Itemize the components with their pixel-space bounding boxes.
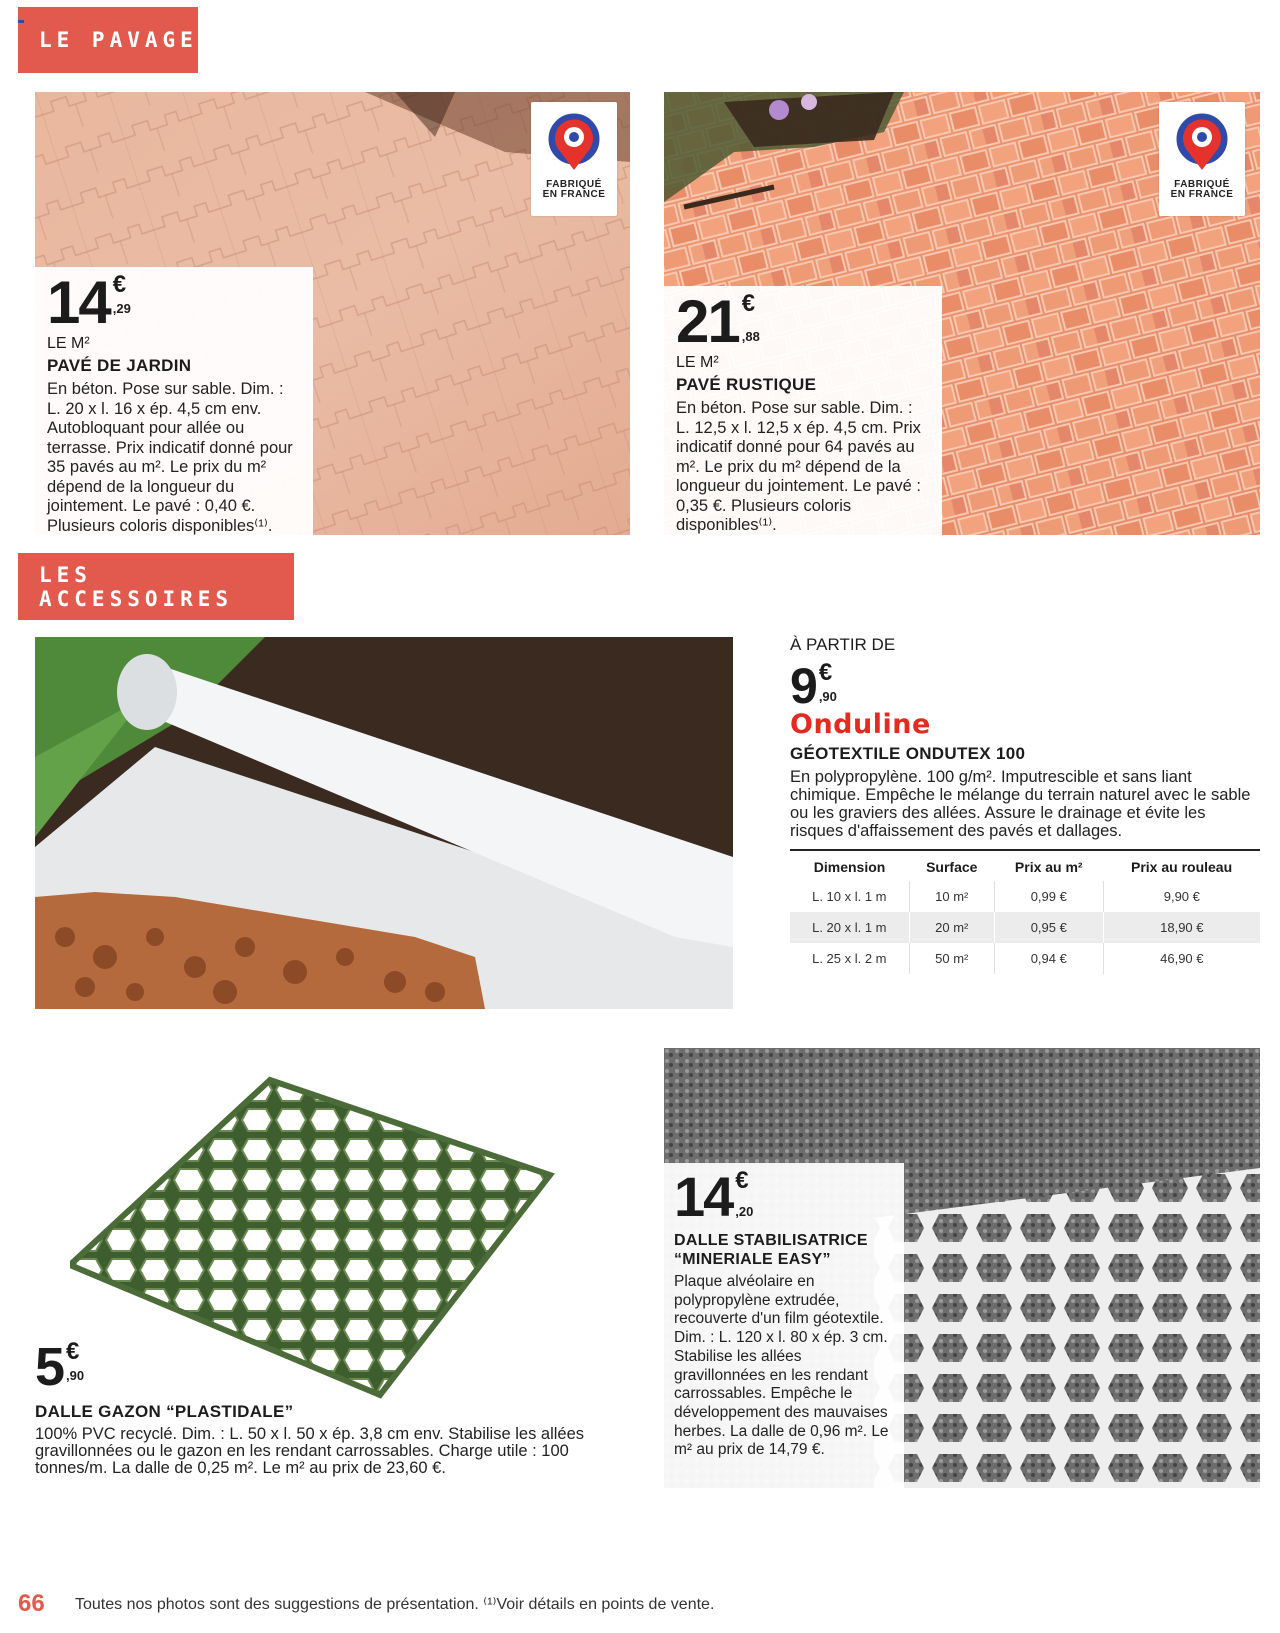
- price-currency: €: [66, 1338, 80, 1365]
- price: [674, 1165, 894, 1228]
- badge-line1: FABRIQUÉ: [546, 179, 602, 190]
- price-unit: LE M²: [676, 354, 719, 371]
- price-cents: ,90: [818, 689, 837, 704]
- table-cell: 10 m²: [909, 881, 994, 912]
- price-integer: 14: [674, 1165, 733, 1228]
- brand-logo: Onduline: [790, 709, 931, 740]
- product-description: En béton. Pose sur sable. Dim. : L. 12,5 x l. 12,5 x ép. 4,5 cm. Prix indicatif donné pour 64 pavés au m². Le prix du m² dépend de la longueur du jointement. Le pavé : 0,35 €. Plusieurs coloris disponibles⁽¹⁾.: [676, 399, 921, 534]
- price: [35, 1337, 635, 1397]
- table-row: [790, 881, 1260, 912]
- price-integer: 21: [676, 288, 739, 355]
- table-row: [790, 912, 1260, 943]
- product-title: PAVÉ DE JARDIN: [47, 356, 192, 375]
- table-cell: L. 20 x l. 1 m: [790, 912, 909, 943]
- price: [790, 658, 1260, 714]
- table-cell: 0,94 €: [994, 943, 1103, 974]
- location-pin-icon: [543, 112, 605, 174]
- price-currency: €: [735, 1167, 749, 1194]
- table-header: Prix au m²: [1014, 859, 1083, 875]
- table-cell: 9,90 €: [1103, 881, 1260, 912]
- table-cell: 0,95 €: [994, 912, 1103, 943]
- section-title: LES ACCESSOIRES: [39, 562, 234, 611]
- product-title: DALLE STABILISATRICE “MINERIALE EASY”: [674, 1232, 868, 1268]
- price: [676, 288, 930, 355]
- page-number: 66: [18, 1590, 45, 1617]
- location-pin-icon: [1171, 112, 1233, 174]
- badge-line2: EN FRANCE: [542, 189, 606, 200]
- badge-line1: FABRIQUÉ: [1174, 179, 1230, 190]
- product-description: 100% PVC recyclé. Dim. : L. 50 x l. 50 x ép. 3,8 cm env. Stabilise les allées gravillonnées ou le gazon en les rendant carrossables. Charge utile : 100 tonnes/m. La dalle de 0,25 m². Le m² au prix de 23,60 €.: [35, 1425, 585, 1477]
- footer-note: Toutes nos photos sont des suggestions de présentation. ⁽¹⁾Voir détails en points de vente.: [75, 1596, 715, 1613]
- corner-mark: [18, 20, 24, 23]
- fabrique-en-france-badge: [531, 102, 617, 216]
- price-currency: €: [818, 659, 833, 686]
- table-cell: 50 m²: [909, 943, 994, 974]
- section-banner-accessoires: [18, 553, 294, 620]
- badge-line2: EN FRANCE: [1170, 189, 1234, 200]
- pave-rustique-info: [664, 286, 942, 535]
- table-cell: 46,90 €: [1103, 943, 1260, 974]
- price-prefix: À PARTIR DE: [790, 635, 896, 654]
- product-description: En béton. Pose sur sable. Dim. : L. 20 x l. 16 x ép. 4,5 cm env. Autobloquant pour allée ou terrasse. Prix indicatif donné pour 35 pavés au m². Le prix du m² dépend de la longueur du jointement. Le pavé : 0,40 €. Plusieurs coloris disponibles⁽¹⁾.: [47, 380, 293, 535]
- table-header: Dimension: [813, 859, 886, 875]
- dalle-gazon-info: [35, 1337, 635, 1477]
- table-cell: 0,99 €: [994, 881, 1103, 912]
- price-cents: ,90: [66, 1368, 85, 1383]
- table-header: Prix au rouleau: [1130, 859, 1233, 875]
- table-header-row: [790, 851, 1260, 881]
- table-cell: 20 m²: [909, 912, 994, 943]
- geotextile-info: [790, 635, 1260, 974]
- table-header: Surface: [926, 859, 978, 875]
- section-title: LE PAVAGE: [39, 28, 198, 52]
- geotextile-price-table: [790, 851, 1260, 974]
- price: [47, 269, 301, 336]
- table-row: [790, 943, 1260, 974]
- geotextile-photo: [35, 637, 733, 1009]
- product-title: DALLE GAZON “PLASTIDALE”: [35, 1402, 294, 1421]
- price-integer: 14: [47, 269, 110, 336]
- dalle-stabilisatrice-info: [664, 1163, 904, 1488]
- pave-jardin-info: [35, 267, 313, 535]
- product-description: En polypropylène. 100 g/m². Imputrescible et sans liant chimique. Empêche le mélange du terrain naturel avec le sable ou les graviers des allées. Assure le drainage et évite les risques d'affaissement des pavés et dallages.: [790, 768, 1251, 840]
- price-cents: ,88: [741, 329, 760, 344]
- price-integer: 9: [790, 658, 816, 714]
- table-cell: 18,90 €: [1103, 912, 1260, 943]
- table-cell: L. 10 x l. 1 m: [790, 881, 909, 912]
- price-currency: €: [112, 271, 127, 298]
- price-unit: LE M²: [47, 335, 90, 352]
- product-description: Plaque alvéolaire en polypropylène extrudée, recouverte d'un film géotextile. Dim. : L. 120 x l. 80 x ép. 3 cm. Stabilise les allées gravillonnées en les rendant carrossables. Empêche le développement des mauvaises herbes. La dalle de 0,96 m². Le m² au prix de 14,79 €.: [674, 1273, 889, 1459]
- table-cell: L. 25 x l. 2 m: [790, 943, 909, 974]
- product-title: GÉOTEXTILE ONDUTEX 100: [790, 744, 1026, 763]
- price-cents: ,20: [735, 1204, 754, 1219]
- product-title: PAVÉ RUSTIQUE: [676, 375, 817, 394]
- price-integer: 5: [35, 1337, 64, 1397]
- price-currency: €: [741, 290, 756, 317]
- price-cents: ,29: [112, 301, 131, 316]
- fabrique-en-france-badge: [1159, 102, 1245, 216]
- section-banner-pavage: [18, 7, 198, 73]
